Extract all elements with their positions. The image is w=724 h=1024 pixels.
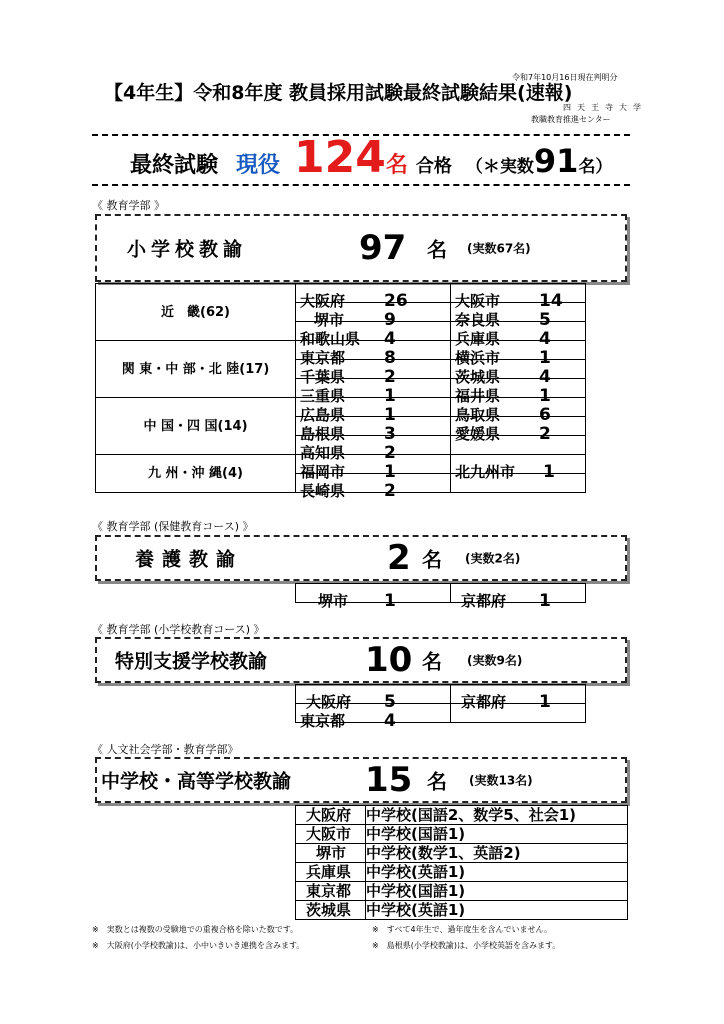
pref-cell (296, 436, 451, 463)
section-count: 97 (359, 228, 407, 268)
pref-name: 東京都 (300, 349, 346, 367)
pref-name: 奈良県 (455, 311, 501, 329)
pref-count: 4 (384, 711, 396, 731)
pref-cell (451, 341, 586, 368)
table-row (296, 584, 586, 603)
section-actual: (実数13名) (469, 773, 533, 788)
note-actual-count: ※ 実数とは複数の受験地での重複合格を除いた数です。 (92, 925, 299, 934)
pref-count: 14 (539, 291, 563, 311)
table-row (296, 825, 628, 844)
pref-count: 2 (384, 443, 396, 463)
section-header-education: 《 教育学部 》 (92, 199, 165, 212)
pref-name: 大阪府 (306, 693, 352, 711)
table-row (296, 901, 628, 920)
section-count: 10 (365, 640, 413, 680)
pref-name: 長崎県 (300, 482, 346, 500)
pref-name: 福岡市 (300, 463, 346, 481)
pref-count: 1 (543, 462, 555, 482)
table-row (296, 882, 628, 901)
pref-cell (296, 322, 451, 349)
pref-name: 愛媛県 (455, 425, 501, 443)
section-title: 養護教諭 (135, 548, 244, 571)
section-count: 2 (387, 538, 411, 578)
summary-line (130, 132, 613, 183)
pref-name: 横浜市 (455, 349, 501, 367)
pref-count: 4 (539, 367, 551, 387)
pref-cell (296, 455, 451, 482)
pref-count: 1 (539, 591, 551, 611)
pref-count: 1 (384, 386, 396, 406)
pref-name: 兵庫県 (455, 330, 501, 348)
subject-detail: 中学校(英語1) (366, 863, 628, 882)
elementary-teacher-box (95, 214, 627, 282)
center-name: 教職教育推進センター (531, 115, 611, 124)
table-row (96, 398, 586, 417)
section-unit: 名 (422, 649, 442, 674)
table-row (296, 863, 628, 882)
pref-name: 大阪市 (455, 292, 501, 310)
summary-actual-close: 名） (578, 157, 613, 177)
pref-name: 大阪市 (296, 825, 366, 844)
region-cell: 関 東・中 部・北 陸(17) (96, 341, 296, 398)
section-actual: (実数9名) (467, 653, 523, 668)
section-header-health: 《 教育学部 (保健教育コース) 》 (92, 520, 254, 533)
pref-cell (451, 436, 586, 455)
pref-cell (451, 398, 586, 425)
pref-count: 5 (539, 310, 551, 330)
pref-cell (451, 322, 586, 349)
section-title: 小学校教諭 (127, 238, 248, 261)
pref-cell (296, 704, 451, 731)
pref-count: 2 (384, 481, 396, 501)
pref-count: 2 (384, 367, 396, 387)
table-row (96, 284, 586, 303)
pref-name: 大阪府 (300, 292, 346, 310)
section-actual: (実数67名) (467, 241, 531, 256)
pref-name: 堺市 (318, 592, 349, 610)
note-shimane: ※ 島根県(小学校教諭)は、小学校英語を含みます。 (372, 941, 561, 950)
pref-cell (296, 379, 451, 406)
pref-count: 3 (384, 424, 396, 444)
pref-cell (451, 685, 586, 712)
pref-count: 9 (384, 310, 396, 330)
note-osaka: ※ 大阪府(小学校教諭)は、小中いきいき連携を含みます。 (92, 941, 305, 950)
region-cell: 九 州・沖 縄(4) (96, 455, 296, 493)
pref-name: 大阪府 (296, 806, 366, 825)
pref-name: 和歌山県 (300, 330, 361, 348)
pref-count: 4 (539, 329, 551, 349)
pref-name: 高知県 (300, 444, 346, 462)
pref-cell (296, 341, 451, 368)
summary-pass: 合格 (415, 156, 452, 177)
pref-name: 京都府 (461, 592, 507, 610)
special-support-results-table (295, 684, 586, 731)
pref-cell (296, 584, 451, 611)
section-title: 中学校・高等学校教諭 (101, 770, 292, 793)
region-cell: 中 国・四 国(14) (96, 398, 296, 455)
region-cell: 近 畿(62) (96, 284, 296, 341)
report-date: 令和7年10月16日現在判明分 (512, 73, 618, 82)
pref-cell (451, 360, 586, 387)
pref-name: 茨城県 (455, 368, 501, 386)
note-fourth-year: ※ すべて4年生で、過年度生を含んでいません。 (372, 925, 552, 934)
nurse-results-table (295, 583, 586, 611)
pref-count: 1 (539, 348, 551, 368)
section-unit: 名 (427, 237, 447, 262)
pref-cell (296, 284, 451, 311)
table-row (296, 685, 586, 704)
elementary-results-table (95, 283, 586, 501)
pref-cell (296, 303, 451, 330)
pref-name: 京都府 (461, 693, 507, 711)
table-row (96, 341, 586, 360)
pref-count: 6 (539, 405, 551, 425)
table-row (296, 704, 586, 723)
page-title: 【4年生】令和8年度 教員採用試験最終試験結果(速報) (104, 82, 573, 104)
pref-count: 1 (384, 462, 396, 482)
pref-cell (451, 303, 586, 330)
section-count: 15 (365, 760, 413, 800)
pref-cell (296, 474, 451, 501)
pref-name: 千葉県 (300, 368, 346, 386)
pref-cell (451, 417, 586, 444)
pref-cell (451, 284, 586, 311)
section-header-humanities: 《 人文社会学部・教育学部》 (92, 743, 239, 756)
special-support-box (95, 637, 627, 683)
pref-cell (451, 455, 586, 482)
pref-cell (451, 474, 586, 493)
summary-label: 最終試験 (130, 153, 219, 178)
pref-name: 北九州市 (455, 463, 516, 481)
pref-name: 三重県 (300, 387, 346, 405)
section-unit: 名 (427, 769, 447, 794)
pref-name: 鳥取県 (455, 406, 501, 424)
summary-actual-count: 91 (533, 142, 579, 180)
table-row (96, 455, 586, 474)
pref-count: 8 (384, 348, 396, 368)
pref-name: 堺市 (296, 844, 366, 863)
summary-eki: 現役 (236, 153, 281, 178)
section-title: 特別支援学校教諭 (115, 650, 268, 673)
pref-count: 1 (539, 692, 551, 712)
pref-cell (296, 685, 451, 712)
divider-summary (92, 184, 630, 186)
secondary-results-table (295, 805, 628, 920)
pref-cell (451, 584, 586, 611)
section-unit: 名 (422, 547, 442, 572)
pref-count: 1 (539, 386, 551, 406)
pref-name: 堺市 (314, 311, 345, 329)
subject-detail: 中学校(数学1、英語2) (366, 844, 628, 863)
subject-detail: 中学校(国語2、数学5、社会1) (366, 806, 628, 825)
pref-count: 1 (384, 405, 396, 425)
table-row (296, 844, 628, 863)
pref-count: 26 (384, 291, 408, 311)
subject-detail: 中学校(国語1) (366, 882, 628, 901)
pref-name: 福井県 (455, 387, 501, 405)
pref-count: 5 (384, 692, 396, 712)
table-row (296, 806, 628, 825)
pref-count: 1 (384, 591, 396, 611)
pref-name: 茨城県 (296, 901, 366, 920)
summary-unit: 名 (385, 153, 408, 178)
pref-count: 4 (384, 329, 396, 349)
summary-actual-open: （＊実数 (465, 157, 534, 177)
subject-detail: 中学校(国語1) (366, 825, 628, 844)
pref-name: 兵庫県 (296, 863, 366, 882)
pref-cell (296, 398, 451, 425)
nurse-teacher-box (95, 535, 627, 581)
summary-count: 124 (294, 132, 386, 183)
section-actual: (実数2名) (465, 551, 521, 566)
subject-detail: 中学校(英語1) (366, 901, 628, 920)
pref-count: 2 (539, 424, 551, 444)
pref-cell (451, 379, 586, 406)
university-name: 四天王寺大学 (563, 103, 647, 112)
pref-cell (296, 360, 451, 387)
pref-name: 島根県 (300, 425, 346, 443)
secondary-teacher-box (95, 757, 627, 803)
pref-name: 広島県 (300, 406, 346, 424)
pref-cell (451, 704, 586, 723)
pref-name: 東京都 (296, 882, 366, 901)
section-header-elementary-course: 《 教育学部 (小学校教育コース) 》 (92, 623, 265, 636)
pref-name: 東京都 (300, 712, 346, 730)
pref-cell (296, 417, 451, 444)
